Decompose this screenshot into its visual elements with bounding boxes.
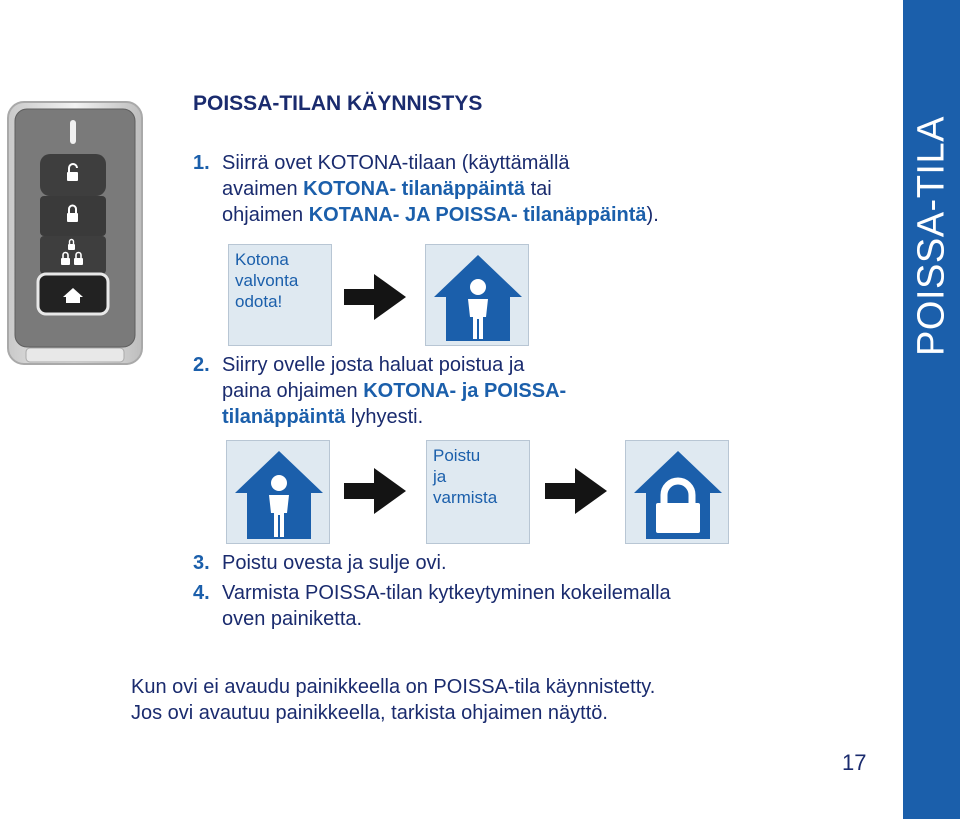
house-person-icon (227, 441, 331, 545)
house-person-icon (426, 245, 530, 347)
step-4: 4. Varmista POISSA-tilan kytkeytyminen kokeilemalla oven painiketta. (193, 582, 671, 630)
arrow-right-icon (344, 272, 408, 322)
side-tab (903, 0, 960, 819)
side-tab-label: POISSA-TILA (910, 116, 952, 356)
panel-exit: Poistu ja varmista (426, 440, 530, 544)
panel-house-person (425, 244, 529, 346)
note: Kun ovi ei avaudu painikkeella on POISSA-tila käynnistetty. Jos ovi avautuu painikkeella, tarkista ohjaimen näyttö. (131, 676, 656, 724)
step-3: 3. Poistu ovesta ja sulje ovi. (193, 552, 447, 574)
step-2: 2. Siirry ovelle josta haluat poistua ja paina ohjaimen KOTONA- ja POISSA- tilanäppäintä lyhyesti. (193, 354, 567, 428)
step-1: 1. Siirrä ovet KOTONA-tilaan (käyttämällä avaimen KOTONA- tilanäppäintä tai ohjaimen KOTANA- JA POISSA- tilanäppäintä). (193, 152, 659, 226)
section-title: POISSA-TILAN KÄYNNISTYS (193, 92, 483, 115)
arrow-right-icon (344, 466, 408, 516)
panel-home-watch: Kotona valvonta odota! (228, 244, 332, 346)
step-1-number: 1. (193, 152, 210, 174)
arrow-right-icon (545, 466, 609, 516)
panel-house-lock (625, 440, 729, 544)
step-4-number: 4. (193, 582, 210, 604)
page-number: 17 (842, 750, 867, 775)
house-lock-icon (626, 441, 730, 545)
panel-house-person-2 (226, 440, 330, 544)
step-3-number: 3. (193, 552, 210, 574)
key-fob-icon (6, 100, 144, 372)
step-2-number: 2. (193, 354, 210, 376)
